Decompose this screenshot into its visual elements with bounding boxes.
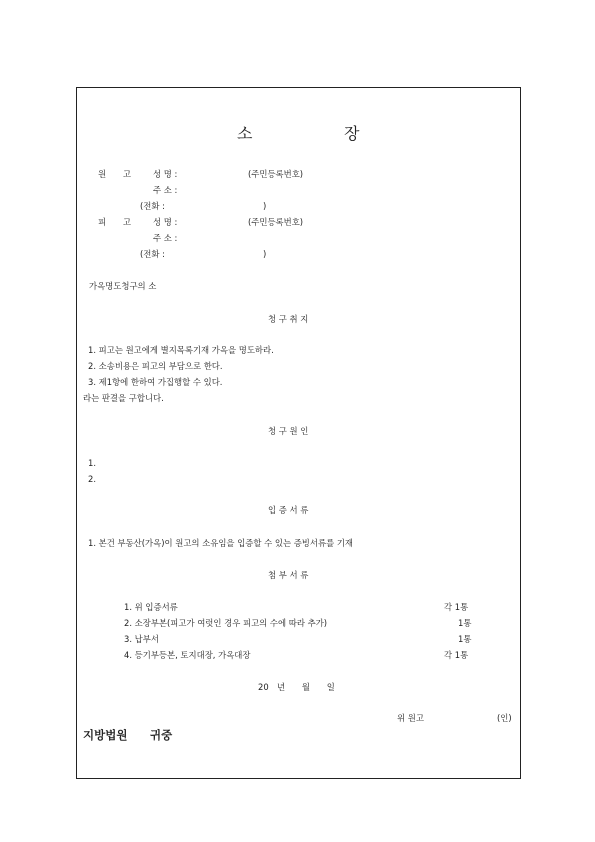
- claim-cause-heading: 청 구 원 인: [268, 426, 309, 436]
- plaintiff-phone-close: ): [263, 201, 267, 211]
- court-suffix: 귀중: [150, 728, 173, 742]
- case-name: 가옥명도청구의 소: [89, 281, 157, 291]
- attachment-qty: 각 1통: [444, 650, 469, 660]
- defendant-phone-close: ): [263, 249, 267, 259]
- claim-purpose-item: 1. 피고는 원고에게 별지목록기재 가옥을 명도하라.: [88, 345, 274, 355]
- plaintiff-address-label: 주 소 :: [153, 185, 178, 195]
- defendant-role: 피 고: [98, 217, 131, 227]
- defendant-address-label: 주 소 :: [153, 233, 178, 243]
- attachment-item: 4. 등기부등본, 토지대장, 가옥대장: [124, 650, 251, 660]
- title-char-right: 장: [344, 124, 360, 143]
- claim-purpose-closing: 라는 판결을 구합니다.: [83, 393, 164, 403]
- plaintiff-id-label: (주민등록번호): [248, 169, 304, 179]
- attachment-item: 3. 납부서: [124, 634, 159, 644]
- evidence-item: 1. 본건 부동산(가옥)이 원고의 소유임을 입증할 수 있는 증빙서류를 기재: [88, 538, 354, 548]
- title-char-left: 소: [237, 124, 253, 143]
- filing-date: 20 년 월 일: [258, 682, 335, 692]
- claim-purpose-item: 3. 제1항에 한하여 가집행할 수 있다.: [88, 377, 223, 387]
- attachment-item: 2. 소장부본(피고가 여럿인 경우 피고의 수에 따라 추가): [124, 618, 328, 628]
- signature-seal: (인): [497, 713, 512, 723]
- claim-cause-item: 2.: [88, 474, 96, 484]
- defendant-name-label: 성 명 :: [153, 217, 178, 227]
- defendant-id-label: (주민등록번호): [248, 217, 304, 227]
- attachments-heading: 첨 부 서 류: [268, 570, 309, 580]
- attachment-qty: 1통: [458, 634, 472, 644]
- plaintiff-role: 원 고: [98, 169, 131, 179]
- claim-purpose-item: 2. 소송비용은 피고의 부담으로 한다.: [88, 361, 223, 371]
- claim-purpose-heading: 청 구 취 지: [268, 314, 309, 324]
- signature-label: 위 원고: [397, 713, 424, 723]
- evidence-heading: 입 증 서 류: [268, 505, 309, 515]
- plaintiff-phone-label: (전화 :: [140, 201, 165, 211]
- plaintiff-name-label: 성 명 :: [153, 169, 178, 179]
- attachment-item: 1. 위 입증서류: [124, 602, 178, 612]
- defendant-phone-label: (전화 :: [140, 249, 165, 259]
- claim-cause-item: 1.: [88, 458, 96, 468]
- court-name: 지방법원: [83, 728, 128, 742]
- attachment-qty: 각 1통: [444, 602, 469, 612]
- attachment-qty: 1통: [458, 618, 472, 628]
